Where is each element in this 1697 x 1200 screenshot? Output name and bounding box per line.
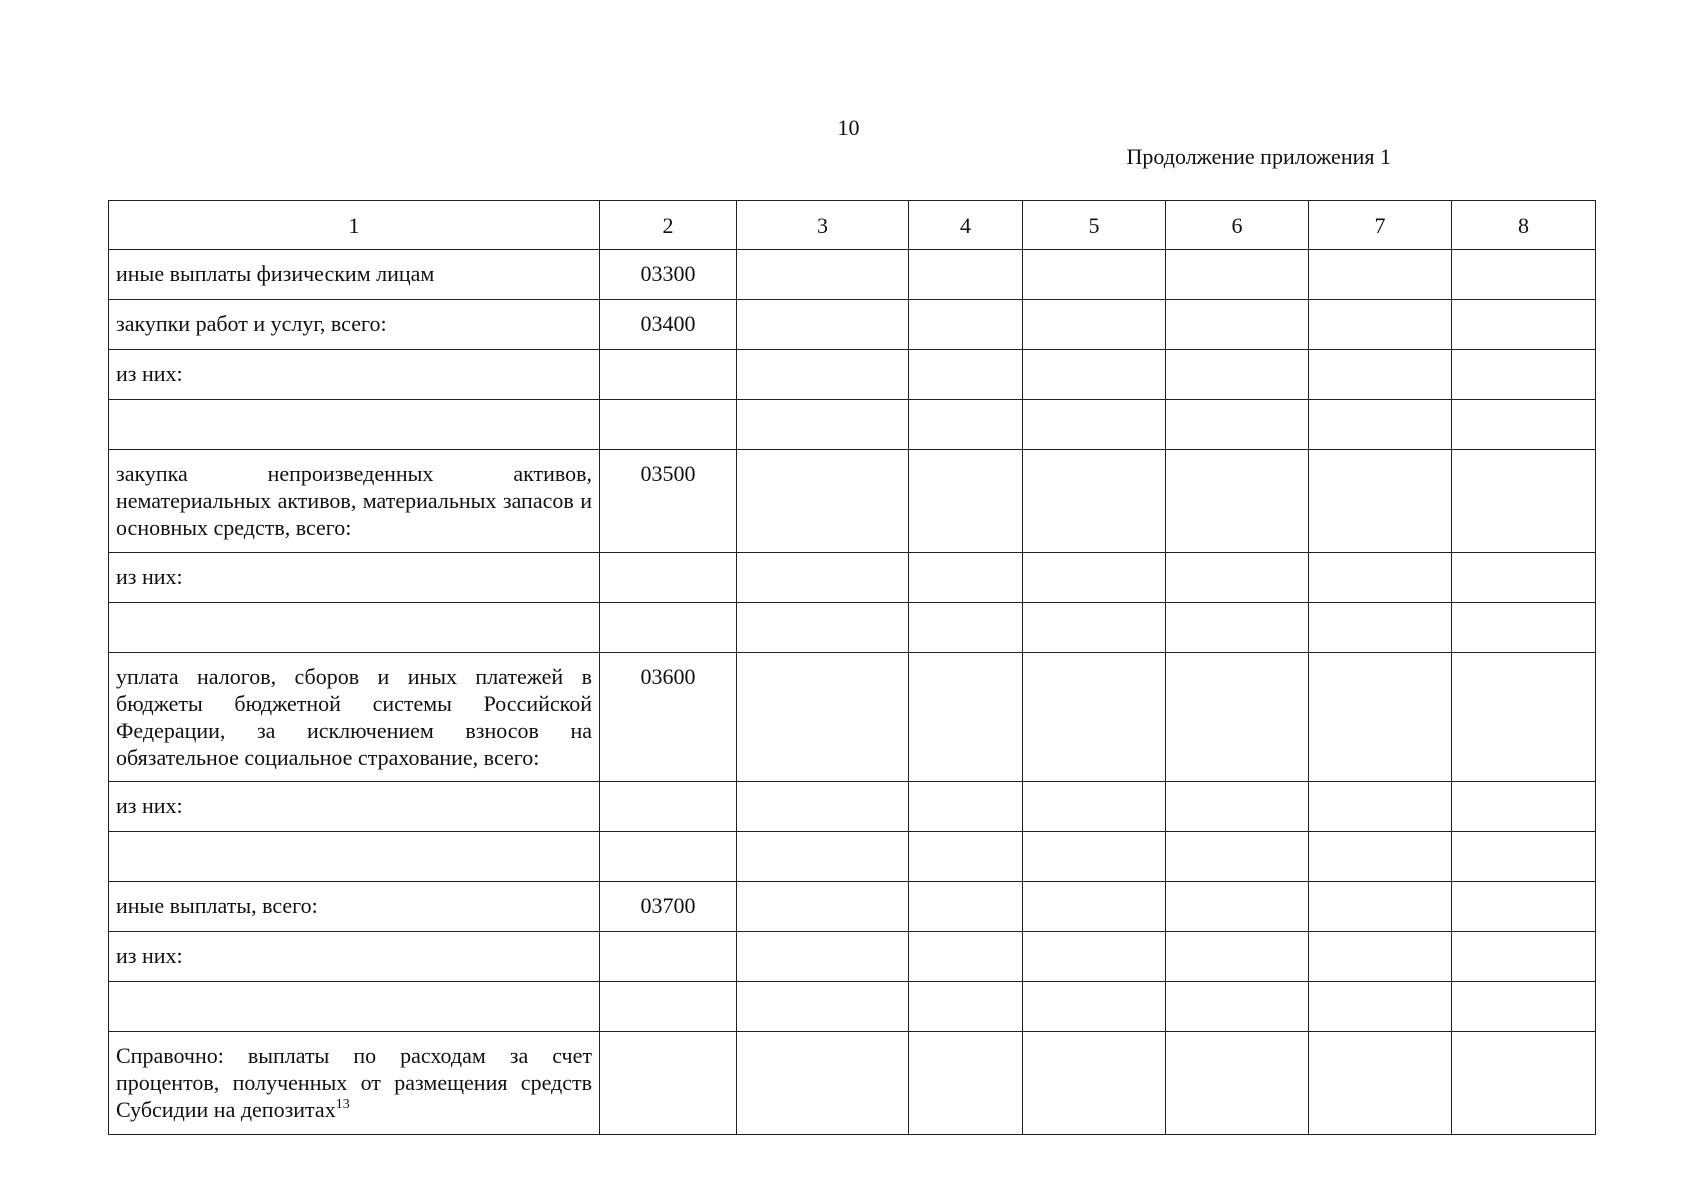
value-cell (1023, 653, 1166, 782)
value-cell (1452, 982, 1596, 1032)
value-cell (1452, 350, 1596, 400)
value-cell (909, 603, 1023, 653)
value-cell (1309, 450, 1452, 553)
column-header: 2 (600, 201, 737, 250)
value-cell (909, 832, 1023, 882)
value-cell (1166, 250, 1309, 300)
value-cell (1023, 603, 1166, 653)
value-cell (909, 782, 1023, 832)
table-row (109, 653, 1596, 782)
value-cell (909, 350, 1023, 400)
row-name-cell (109, 1032, 600, 1135)
row-name-cell (109, 603, 600, 653)
value-cell (1309, 982, 1452, 1032)
value-cell (1309, 400, 1452, 450)
footnote-marker: 13 (335, 1097, 350, 1112)
value-cell (1023, 832, 1166, 882)
value-cell (737, 553, 909, 603)
value-cell (1309, 250, 1452, 300)
value-cell (737, 1032, 909, 1135)
value-cell (1023, 300, 1166, 350)
value-cell (1452, 882, 1596, 932)
table-row (109, 832, 1596, 882)
table-row (109, 782, 1596, 832)
value-cell (737, 250, 909, 300)
table-row (109, 300, 1596, 350)
column-header: 8 (1452, 201, 1596, 250)
table-row (109, 553, 1596, 603)
value-cell (909, 653, 1023, 782)
table-row (109, 932, 1596, 982)
column-header: 1 (109, 201, 600, 250)
table-row (109, 982, 1596, 1032)
row-name-cell: закупки работ и услуг, всего: (109, 300, 600, 350)
value-cell (1452, 603, 1596, 653)
row-code-cell: 03600 (600, 653, 737, 782)
row-name-cell (109, 832, 600, 882)
row-code-cell (600, 932, 737, 982)
value-cell (1023, 932, 1166, 982)
value-cell (909, 553, 1023, 603)
column-header: 5 (1023, 201, 1166, 250)
value-cell (737, 882, 909, 932)
value-cell (1452, 300, 1596, 350)
value-cell (909, 300, 1023, 350)
value-cell (1452, 782, 1596, 832)
value-cell (1309, 932, 1452, 982)
table-row (109, 882, 1596, 932)
row-code-cell (600, 832, 737, 882)
column-header: 6 (1166, 201, 1309, 250)
value-cell (1166, 782, 1309, 832)
table-row (109, 400, 1596, 450)
value-cell (737, 832, 909, 882)
value-cell (909, 882, 1023, 932)
report-table (108, 200, 1596, 1135)
value-cell (1166, 603, 1309, 653)
column-header: 7 (1309, 201, 1452, 250)
value-cell (1166, 450, 1309, 553)
value-cell (1309, 653, 1452, 782)
row-code-cell (600, 1032, 737, 1135)
table-row (109, 250, 1596, 300)
value-cell (909, 982, 1023, 1032)
value-cell (1309, 1032, 1452, 1135)
appendix-continuation-label: Продолжение приложения 1 (1126, 144, 1391, 169)
value-cell (737, 932, 909, 982)
row-name-cell: иные выплаты, всего: (109, 882, 600, 932)
row-name-text: Справочно: выплаты по расходам за счет процентов, полученных от размещения средств Субсидии на депозитах (116, 1043, 592, 1122)
page-number: 10 (837, 115, 860, 140)
value-cell (1166, 300, 1309, 350)
value-cell (1023, 450, 1166, 553)
value-cell (1166, 553, 1309, 603)
value-cell (909, 250, 1023, 300)
value-cell (1166, 882, 1309, 932)
value-cell (737, 982, 909, 1032)
value-cell (909, 450, 1023, 553)
row-code-cell (600, 782, 737, 832)
value-cell (1023, 782, 1166, 832)
column-number-row (109, 201, 1596, 250)
value-cell (1309, 882, 1452, 932)
value-cell (1166, 400, 1309, 450)
row-code-cell (600, 400, 737, 450)
row-name-cell: из них: (109, 553, 600, 603)
table-row (109, 1032, 1596, 1135)
value-cell (1023, 982, 1166, 1032)
row-name-cell (109, 982, 600, 1032)
value-cell (737, 400, 909, 450)
value-cell (1309, 553, 1452, 603)
row-code-cell: 03700 (600, 882, 737, 932)
row-code-cell (600, 350, 737, 400)
value-cell (737, 782, 909, 832)
row-name-cell: из них: (109, 350, 600, 400)
value-cell (909, 400, 1023, 450)
value-cell (1309, 350, 1452, 400)
row-name-cell (109, 400, 600, 450)
row-name-cell: закупка непроизведенных активов, нематериальных активов, материальных запасов и основных средств, всего: (109, 450, 600, 553)
row-code-cell (600, 982, 737, 1032)
value-cell (909, 932, 1023, 982)
value-cell (737, 603, 909, 653)
value-cell (1452, 932, 1596, 982)
value-cell (1452, 653, 1596, 782)
row-code-cell (600, 553, 737, 603)
column-header: 4 (909, 201, 1023, 250)
value-cell (737, 450, 909, 553)
value-cell (1166, 982, 1309, 1032)
row-name-cell: из них: (109, 932, 600, 982)
value-cell (1023, 1032, 1166, 1135)
value-cell (1023, 400, 1166, 450)
row-name-cell: уплата налогов, сборов и иных платежей в бюджеты бюджетной системы Российской Федерации, за исключением взносов на обязательное социальное страхование, всего: (109, 653, 600, 782)
value-cell (1452, 832, 1596, 882)
value-cell (1023, 350, 1166, 400)
value-cell (1309, 603, 1452, 653)
table-row (109, 450, 1596, 553)
value-cell (1166, 653, 1309, 782)
value-cell (1452, 553, 1596, 603)
value-cell (1452, 1032, 1596, 1135)
row-code-cell (600, 603, 737, 653)
value-cell (1452, 250, 1596, 300)
value-cell (1023, 250, 1166, 300)
value-cell (1309, 832, 1452, 882)
value-cell (1166, 1032, 1309, 1135)
row-code-cell: 03400 (600, 300, 737, 350)
value-cell (1023, 553, 1166, 603)
value-cell (1452, 400, 1596, 450)
value-cell (737, 653, 909, 782)
row-name-cell: иные выплаты физическим лицам (109, 250, 600, 300)
value-cell (1166, 832, 1309, 882)
row-name-cell: из них: (109, 782, 600, 832)
value-cell (1166, 350, 1309, 400)
table-row (109, 350, 1596, 400)
row-code-cell: 03500 (600, 450, 737, 553)
value-cell (909, 1032, 1023, 1135)
value-cell (1166, 932, 1309, 982)
value-cell (737, 300, 909, 350)
column-header: 3 (737, 201, 909, 250)
value-cell (1309, 782, 1452, 832)
row-code-cell: 03300 (600, 250, 737, 300)
value-cell (1023, 882, 1166, 932)
value-cell (1452, 450, 1596, 553)
value-cell (737, 350, 909, 400)
value-cell (1309, 300, 1452, 350)
table-row (109, 603, 1596, 653)
